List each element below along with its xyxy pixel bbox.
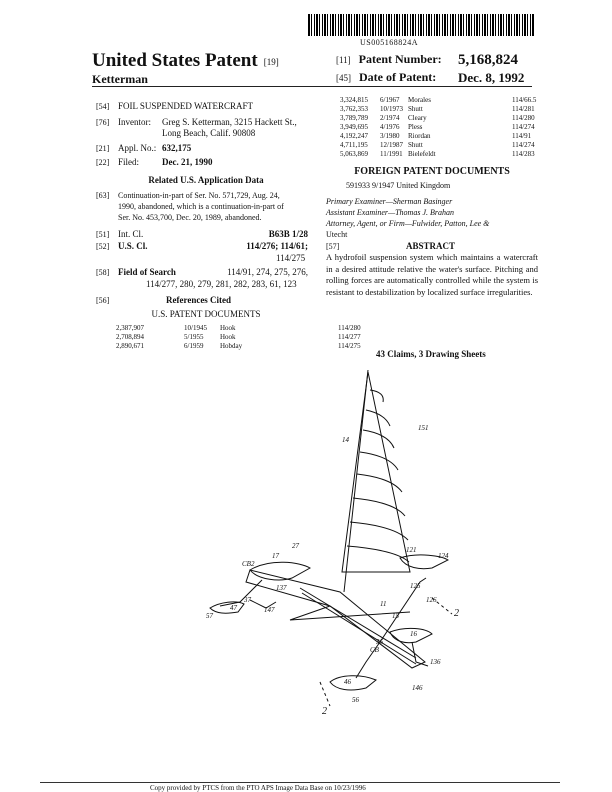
drawing-label: 27 (292, 542, 299, 550)
drawing-label: 37 (244, 596, 251, 604)
drawing-label: 147 (264, 606, 275, 614)
primary-examiner: Primary Examiner—Sherman Basinger (326, 197, 453, 206)
drawing-label: 2 (322, 706, 327, 717)
refs-heading: References Cited (166, 295, 232, 305)
appl-code: [21] (96, 144, 110, 153)
ref-class: 114/277 (338, 333, 361, 341)
drawing-label: 47 (230, 604, 237, 612)
lower-foil (330, 676, 376, 690)
drawing-label: 136 (430, 658, 441, 666)
ref-class: 114/281 (512, 105, 535, 113)
ref-name: Shutt (408, 105, 423, 113)
ref-name: Hook (220, 324, 236, 332)
ref-class: 114/280 (338, 324, 361, 332)
left-foil (210, 602, 244, 613)
attorney-line-1: Attorney, Agent, or Firm—Fulwider, Patton, Lee & (326, 219, 490, 228)
ref-class: 114/275 (338, 342, 361, 350)
barcode-number: US005168824A (360, 38, 419, 47)
related-line-1: Continuation-in-part of Ser. No. 571,729, Aug. 24, (118, 191, 280, 200)
sail-batten (347, 546, 409, 562)
drawing-label: 57 (206, 612, 213, 620)
sail-batten (363, 430, 394, 448)
refs-code: [56] (96, 296, 110, 305)
filed-label: Filed: (118, 157, 140, 167)
intcl-value: B63B 1/28 (268, 229, 308, 239)
foreign-entry: 591933 9/1947 United Kingdom (346, 181, 451, 190)
inventor-line-1: Greg S. Ketterman, 3215 Hackett St., (162, 117, 297, 127)
drawing-label: 11 (380, 600, 387, 608)
uscl-value: 114/276; 114/61; (246, 241, 308, 251)
ref-row (116, 342, 361, 351)
refs-row (96, 294, 231, 307)
ref-row (116, 333, 361, 342)
sail (342, 372, 410, 572)
footer-divider (40, 782, 560, 783)
filed-code: [22] (96, 158, 110, 167)
title-row (96, 100, 253, 113)
abstract-heading: ABSTRACT (406, 241, 456, 251)
us-docs-heading: U.S. PATENT DOCUMENTS (151, 309, 261, 319)
date-code: [45] (336, 73, 351, 83)
ref-row (340, 150, 536, 159)
field-code: [58] (96, 268, 110, 277)
drawing-label: 46 (344, 678, 351, 686)
ref-name: Cleary (408, 114, 427, 122)
ref-name: Shutt (408, 141, 423, 149)
ref-date: 12/1987 (380, 141, 403, 149)
ref-date: 10/1945 (184, 324, 207, 332)
field-value: 114/91, 274, 275, 276, (227, 267, 308, 277)
ref-class: 114/274 (512, 141, 535, 149)
field-label: Field of Search (118, 267, 176, 277)
inventor-code: [76] (96, 118, 110, 127)
foreign-heading: FOREIGN PATENT DOCUMENTS (354, 166, 510, 177)
lower-strut (412, 642, 428, 666)
mast (344, 370, 368, 592)
footer-note: Copy provided by PTCS from the PTO APS Image Data Base on 10/23/1996 (150, 784, 366, 792)
ref-no: 3,324,815 (340, 96, 368, 104)
inventor-line-2: Long Beach, Calif. 90808 (162, 128, 256, 138)
invention-title: FOIL SUSPENDED WATERCRAFT (118, 101, 254, 111)
document-title (92, 50, 279, 72)
ref-no: 4,711,195 (340, 141, 368, 149)
ref-row (340, 105, 536, 114)
uscl-value-2: 114/275 (276, 253, 306, 263)
ref-row (340, 141, 536, 150)
ref-name: Hobday (220, 342, 243, 350)
appl-number: 632,175 (162, 143, 192, 153)
title-field-code: [54] (96, 102, 110, 111)
ref-class: 114/91 (512, 132, 532, 140)
intcl-label: Int. Cl. (118, 229, 144, 239)
title-text: United States Patent (92, 50, 258, 71)
drawing-label: 14 (342, 436, 349, 444)
uscl-label: U.S. Cl. (118, 241, 148, 251)
date-label: Date of Patent: (359, 70, 437, 84)
drawing-label: 124 (438, 552, 449, 560)
related-row (96, 190, 280, 201)
drawing-label: 151 (418, 424, 429, 432)
drawing-label: 126 (426, 596, 437, 604)
ref-no: 2,890,671 (116, 342, 144, 350)
ref-no: 2,387,907 (116, 324, 144, 332)
drawing-label: 56 (352, 696, 359, 704)
drawing-label: 36 (376, 638, 383, 646)
ref-name: Riordan (408, 132, 431, 140)
ref-no: 3,949,695 (340, 123, 368, 131)
ref-no: 2,708,894 (116, 333, 144, 341)
drawing-label: 146 (412, 684, 423, 692)
drawing-label: 137 (276, 584, 287, 592)
ref-date: 3/1980 (380, 132, 400, 140)
ref-date: 6/1959 (184, 342, 204, 350)
filed-row (96, 156, 213, 169)
ref-class: 114/283 (512, 150, 535, 158)
ref-row (340, 123, 536, 132)
patent-number-code: [11] (336, 55, 351, 65)
ref-row (340, 132, 536, 141)
ref-name: Pless (408, 123, 423, 131)
drawing-label: 2 (454, 608, 459, 619)
ref-class: 114/274 (512, 123, 535, 131)
ref-no: 5,063,869 (340, 150, 368, 158)
patent-number-label: Patent Number: (358, 52, 442, 66)
drawing-label: CB (370, 646, 379, 654)
appl-label: Appl. No.: (118, 143, 157, 153)
claims-line: 43 Claims, 3 Drawing Sheets (376, 349, 486, 359)
drawing-label: CB2 (242, 560, 255, 568)
drawing-label: 16 (410, 630, 417, 638)
ref-name: Bielefeldt (408, 150, 436, 158)
abstract-text: A hydrofoil suspension system which maintains a watercraft in a desired attitude relative the water's surface. Pitching and rolling forces are automatically controlled while the system is resistant to destabilization by localized surface irregularities. (326, 252, 538, 297)
uscl-code: [52] (96, 242, 110, 251)
attorney-line-2: Utecht (326, 230, 348, 239)
patent-date: Dec. 8, 1992 (458, 70, 525, 85)
date-row (336, 70, 525, 85)
ref-no: 3,789,789 (340, 114, 368, 122)
abstract-code: [57] (326, 242, 340, 251)
sail-batten (360, 452, 398, 470)
related-heading: Related U.S. Application Data (148, 175, 264, 185)
ref-date: 5/1955 (184, 333, 204, 341)
hull-stripe (300, 588, 416, 658)
drawing-label: 121 (406, 546, 417, 554)
patent-number: 5,168,824 (458, 52, 518, 68)
ref-class: 114/280 (512, 114, 535, 122)
barcode (308, 14, 534, 36)
filed-date: Dec. 21, 1990 (162, 157, 213, 167)
patent-number-row (336, 52, 518, 68)
ref-class: 114/66.5 (512, 96, 537, 104)
related-line-3: Ser. No. 453,700, Dec. 20, 1989, abandoned. (118, 213, 262, 222)
ref-date: 11/1991 (380, 150, 403, 158)
field-value-2: 114/277, 280, 279, 281, 282, 283, 61, 123 (146, 279, 297, 289)
section-line (320, 682, 330, 706)
header-divider (92, 86, 532, 87)
drawing-label: 15 (392, 612, 399, 620)
ref-date: 4/1976 (380, 123, 400, 131)
hull-stripe (302, 593, 416, 664)
drawing-label: 125 (410, 582, 421, 590)
title-code: [19] (263, 56, 279, 67)
related-code: [63] (96, 191, 110, 200)
inventor-label: Inventor: (118, 117, 151, 127)
watercraft-drawing (180, 362, 480, 722)
ref-date: 6/1967 (380, 96, 400, 104)
ref-no: 3,762,353 (340, 105, 368, 113)
related-line-2: 1990, abandoned, which is a continuation-in-part of (118, 202, 284, 211)
sail-batten (350, 522, 408, 540)
ref-no: 4,192,247 (340, 132, 368, 140)
ref-name: Hook (220, 333, 236, 341)
assistant-examiner: Assistant Examiner—Thomas J. Brahan (326, 208, 454, 217)
us-refs-right (340, 96, 536, 159)
ref-row (116, 324, 361, 333)
inventor-surname: Ketterman (92, 72, 148, 86)
us-refs-left (116, 324, 361, 351)
ref-row (340, 114, 536, 123)
ref-date: 10/1973 (380, 105, 403, 113)
intcl-code: [51] (96, 230, 110, 239)
ref-row (340, 96, 536, 105)
appl-row (96, 142, 191, 155)
sail-batten (357, 474, 402, 492)
ref-date: 2/1974 (380, 114, 400, 122)
ref-name: Morales (408, 96, 431, 104)
drawing-label: 17 (272, 552, 279, 560)
